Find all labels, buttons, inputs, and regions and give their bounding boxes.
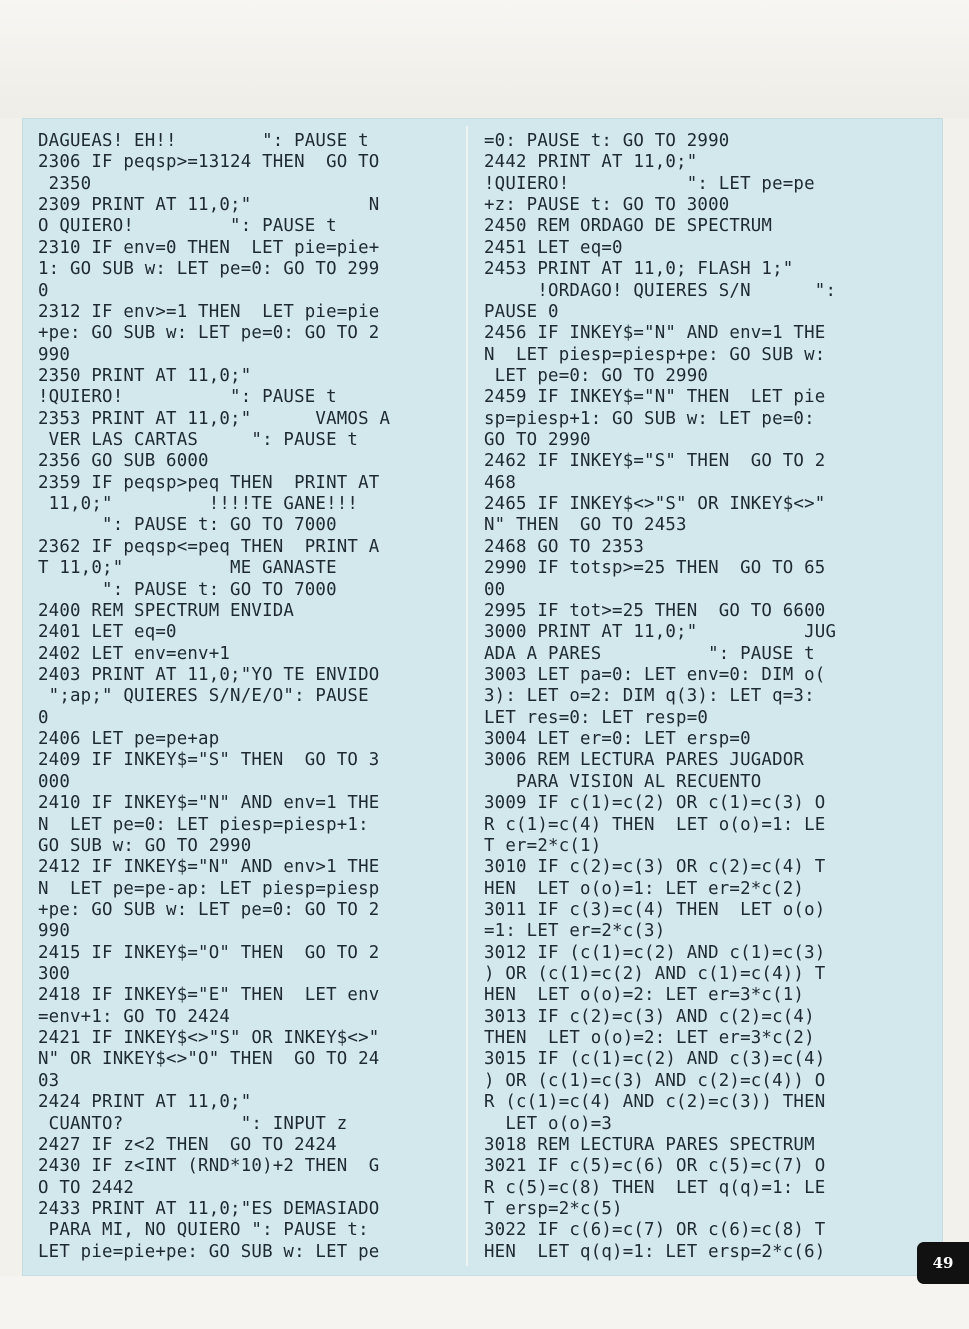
code-line: HEN LET q(q)=1: LET ersp=2*c(6) [484, 1241, 826, 1262]
code-line: 2410 IF INKEY$="N" AND env=1 THE [38, 793, 380, 814]
code-line: 2400 REM SPECTRUM ENVIDA [38, 600, 295, 621]
code-line: !QUIERO! ": LET pe=pe [484, 173, 815, 194]
code-line: 2465 IF INKEY$<>"S" OR INKEY$<>" [484, 494, 826, 515]
code-line: DAGUEAS! EH!! ": PAUSE t [38, 131, 369, 151]
code-line: 11,0;" !!!!TE GANE!!! [38, 494, 359, 515]
code-line: 3013 IF c(2)=c(3) AND c(2)=c(4) [484, 1006, 815, 1027]
code-line: LET res=0: LET resp=0 [484, 707, 709, 728]
code-line: 2350 [38, 173, 92, 194]
code-line: 2453 PRINT AT 11,0; FLASH 1;" [484, 259, 794, 280]
code-line: PARA MI, NO QUIERO ": PAUSE t: [38, 1220, 369, 1241]
code-line: 2403 PRINT AT 11,0;"YO TE ENVIDO [38, 664, 380, 685]
code-line: 2362 IF peqsp<=peq THEN PRINT A [38, 536, 380, 557]
code-line: 2995 IF tot>=25 THEN GO TO 6600 [484, 600, 826, 621]
code-line: 2309 PRINT AT 11,0;" N [38, 195, 380, 216]
code-line: 990 [38, 921, 71, 942]
code-line: 2401 LET eq=0 [38, 622, 177, 643]
code-line: T 11,0;" ME GANASTE [38, 558, 337, 579]
code-line: 2468 GO TO 2353 [484, 536, 645, 557]
code-line: 3010 IF c(2)=c(3) OR c(2)=c(4) T [484, 857, 826, 878]
code-line: 3022 IF c(6)=c(7) OR c(6)=c(8) T [484, 1220, 826, 1241]
code-line: N LET pe=pe-ap: LET piesp=piesp [38, 878, 380, 899]
code-line: 000 [38, 771, 71, 792]
code-line: !QUIERO! ": PAUSE t [38, 387, 337, 408]
code-line: LET o(o)=3 [484, 1113, 613, 1134]
code-line: R (c(1)=c(4) AND c(2)=c(3)) THEN [484, 1092, 826, 1113]
code-line: 990 [38, 344, 71, 365]
code-line: LET pie=pie+pe: GO SUB w: LET pe [38, 1241, 380, 1262]
code-line: LET pe=0: GO TO 2990 [484, 365, 709, 386]
code-line: sp=piesp+1: GO SUB w: LET pe=0: [484, 408, 815, 429]
code-line: O TO 2442 [38, 1177, 135, 1198]
code-line: 468 [484, 472, 517, 493]
code-line: 2306 IF peqsp>=13124 THEN GO TO [38, 152, 380, 173]
code-line: T ersp=2*c(5) [484, 1198, 623, 1219]
code-line: HEN LET o(o)=2: LET er=3*c(1) [484, 985, 805, 1006]
code-line: ": PAUSE t: GO TO 7000 [38, 515, 337, 536]
code-line: 2310 IF env=0 THEN LET pie=pie+ [38, 237, 380, 258]
code-line: 2418 IF INKEY$="E" THEN LET env [38, 985, 380, 1006]
code-line: 2424 PRINT AT 11,0;" [38, 1092, 252, 1113]
code-line: 2430 IF z<INT (RND*10)+2 THEN G [38, 1156, 380, 1177]
code-line: !ORDAGO! QUIERES S/N ": [484, 280, 837, 301]
code-line: 3): LET o=2: DIM q(3): LET q=3: [484, 686, 815, 707]
listing-right-column [484, 131, 902, 1263]
code-line: 2990 IF totsp>=25 THEN GO TO 65 [484, 558, 826, 579]
code-line: =env+1: GO TO 2424 [38, 1006, 231, 1027]
code-line: 00 [484, 579, 506, 600]
code-line: VER LAS CARTAS ": PAUSE t [38, 430, 359, 451]
code-line: R c(5)=c(8) THEN LET q(q)=1: LE [484, 1177, 826, 1198]
code-line: HEN LET o(o)=1: LET er=2*c(2) [484, 878, 805, 899]
code-line: 2456 IF INKEY$="N" AND env=1 THE [484, 323, 826, 344]
code-line: ) OR (c(1)=c(2) AND c(1)=c(4)) T [484, 964, 826, 985]
code-line: PARA VISION AL RECUENTO [484, 771, 762, 792]
code-line: THEN LET o(o)=2: LET er=3*c(2) [484, 1028, 815, 1049]
code-line: 3004 LET er=0: LET ersp=0 [484, 729, 751, 750]
page-margin-bottom [0, 1276, 969, 1329]
code-line: N LET pe=0: LET piesp=piesp+1: [38, 814, 369, 835]
page-margin-top [0, 0, 969, 118]
code-line: O QUIERO! ": PAUSE t [38, 216, 337, 237]
code-line: 2427 IF z<2 THEN GO TO 2424 [38, 1134, 337, 1155]
code-line: 2415 IF INKEY$="O" THEN GO TO 2 [38, 942, 380, 963]
code-line: ": PAUSE t: GO TO 7000 [38, 579, 337, 600]
code-line: ) OR (c(1)=c(3) AND c(2)=c(4)) O [484, 1070, 826, 1091]
code-line: 2451 LET eq=0 [484, 237, 623, 258]
code-line: 3012 IF (c(1)=c(2) AND c(1)=c(3) [484, 942, 826, 963]
code-line: ";ap;" QUIERES S/N/E/O": PAUSE [38, 686, 369, 707]
code-line: 3000 PRINT AT 11,0;" JUG [484, 622, 837, 643]
listing-left-column [38, 131, 456, 1263]
code-line: 2312 IF env>=1 THEN LET pie=pie [38, 301, 380, 322]
code-line: 2412 IF INKEY$="N" AND env>1 THE [38, 857, 380, 878]
code-line: 300 [38, 964, 71, 985]
code-line: 3009 IF c(1)=c(2) OR c(1)=c(3) O [484, 793, 826, 814]
code-line: 3018 REM LECTURA PARES SPECTRUM [484, 1134, 815, 1155]
code-line: 2433 PRINT AT 11,0;"ES DEMASIADO [38, 1198, 380, 1219]
code-line: +pe: GO SUB w: LET pe=0: GO TO 2 [38, 899, 380, 920]
code-line: 3006 REM LECTURA PARES JUGADOR [484, 750, 805, 771]
code-line: 2459 IF INKEY$="N" THEN LET pie [484, 387, 826, 408]
code-line: 2450 REM ORDAGO DE SPECTRUM [484, 216, 773, 237]
code-line: CUANTO? ": INPUT z [38, 1113, 348, 1134]
code-line: N" OR INKEY$<>"O" THEN GO TO 24 [38, 1049, 380, 1070]
column-divider [466, 126, 468, 1266]
code-line: +pe: GO SUB w: LET pe=0: GO TO 2 [38, 323, 380, 344]
code-line: 3003 LET pa=0: LET env=0: DIM o( [484, 664, 826, 685]
code-line: N LET piesp=piesp+pe: GO SUB w: [484, 344, 826, 365]
code-line: 1: GO SUB w: LET pe=0: GO TO 299 [38, 259, 380, 280]
code-line: 2442 PRINT AT 11,0;" [484, 152, 698, 173]
code-line: 2462 IF INKEY$="S" THEN GO TO 2 [484, 451, 826, 472]
code-line: =0: PAUSE t: GO TO 2990 [484, 131, 730, 151]
code-line: T er=2*c(1) [484, 835, 602, 856]
page-number: 49 [917, 1242, 969, 1284]
code-line: 3011 IF c(3)=c(4) THEN LET o(o) [484, 899, 826, 920]
code-line: 2359 IF peqsp>peq THEN PRINT AT [38, 472, 380, 493]
code-line: 3015 IF (c(1)=c(2) AND c(3)=c(4) [484, 1049, 826, 1070]
code-line: R c(1)=c(4) THEN LET o(o)=1: LE [484, 814, 826, 835]
code-line: 03 [38, 1070, 60, 1091]
code-line: 2353 PRINT AT 11,0;" VAMOS A [38, 408, 391, 429]
code-line: =1: LET er=2*c(3) [484, 921, 666, 942]
code-line: 0 [38, 280, 49, 301]
code-line: N" THEN GO TO 2453 [484, 515, 687, 536]
code-line: 3021 IF c(5)=c(6) OR c(5)=c(7) O [484, 1156, 826, 1177]
code-line: 2421 IF INKEY$<>"S" OR INKEY$<>" [38, 1028, 380, 1049]
code-line: 2406 LET pe=pe+ap [38, 729, 220, 750]
code-line: 0 [38, 707, 49, 728]
code-line: 2402 LET env=env+1 [38, 643, 231, 664]
code-line: 2356 GO SUB 6000 [38, 451, 209, 472]
code-line: GO TO 2990 [484, 430, 591, 451]
code-line: 2409 IF INKEY$="S" THEN GO TO 3 [38, 750, 380, 771]
code-line: 2350 PRINT AT 11,0;" [38, 365, 252, 386]
code-line: ADA A PARES ": PAUSE t [484, 643, 815, 664]
code-line: GO SUB w: GO TO 2990 [38, 835, 252, 856]
code-line: PAUSE 0 [484, 301, 559, 322]
code-line: +z: PAUSE t: GO TO 3000 [484, 195, 730, 216]
